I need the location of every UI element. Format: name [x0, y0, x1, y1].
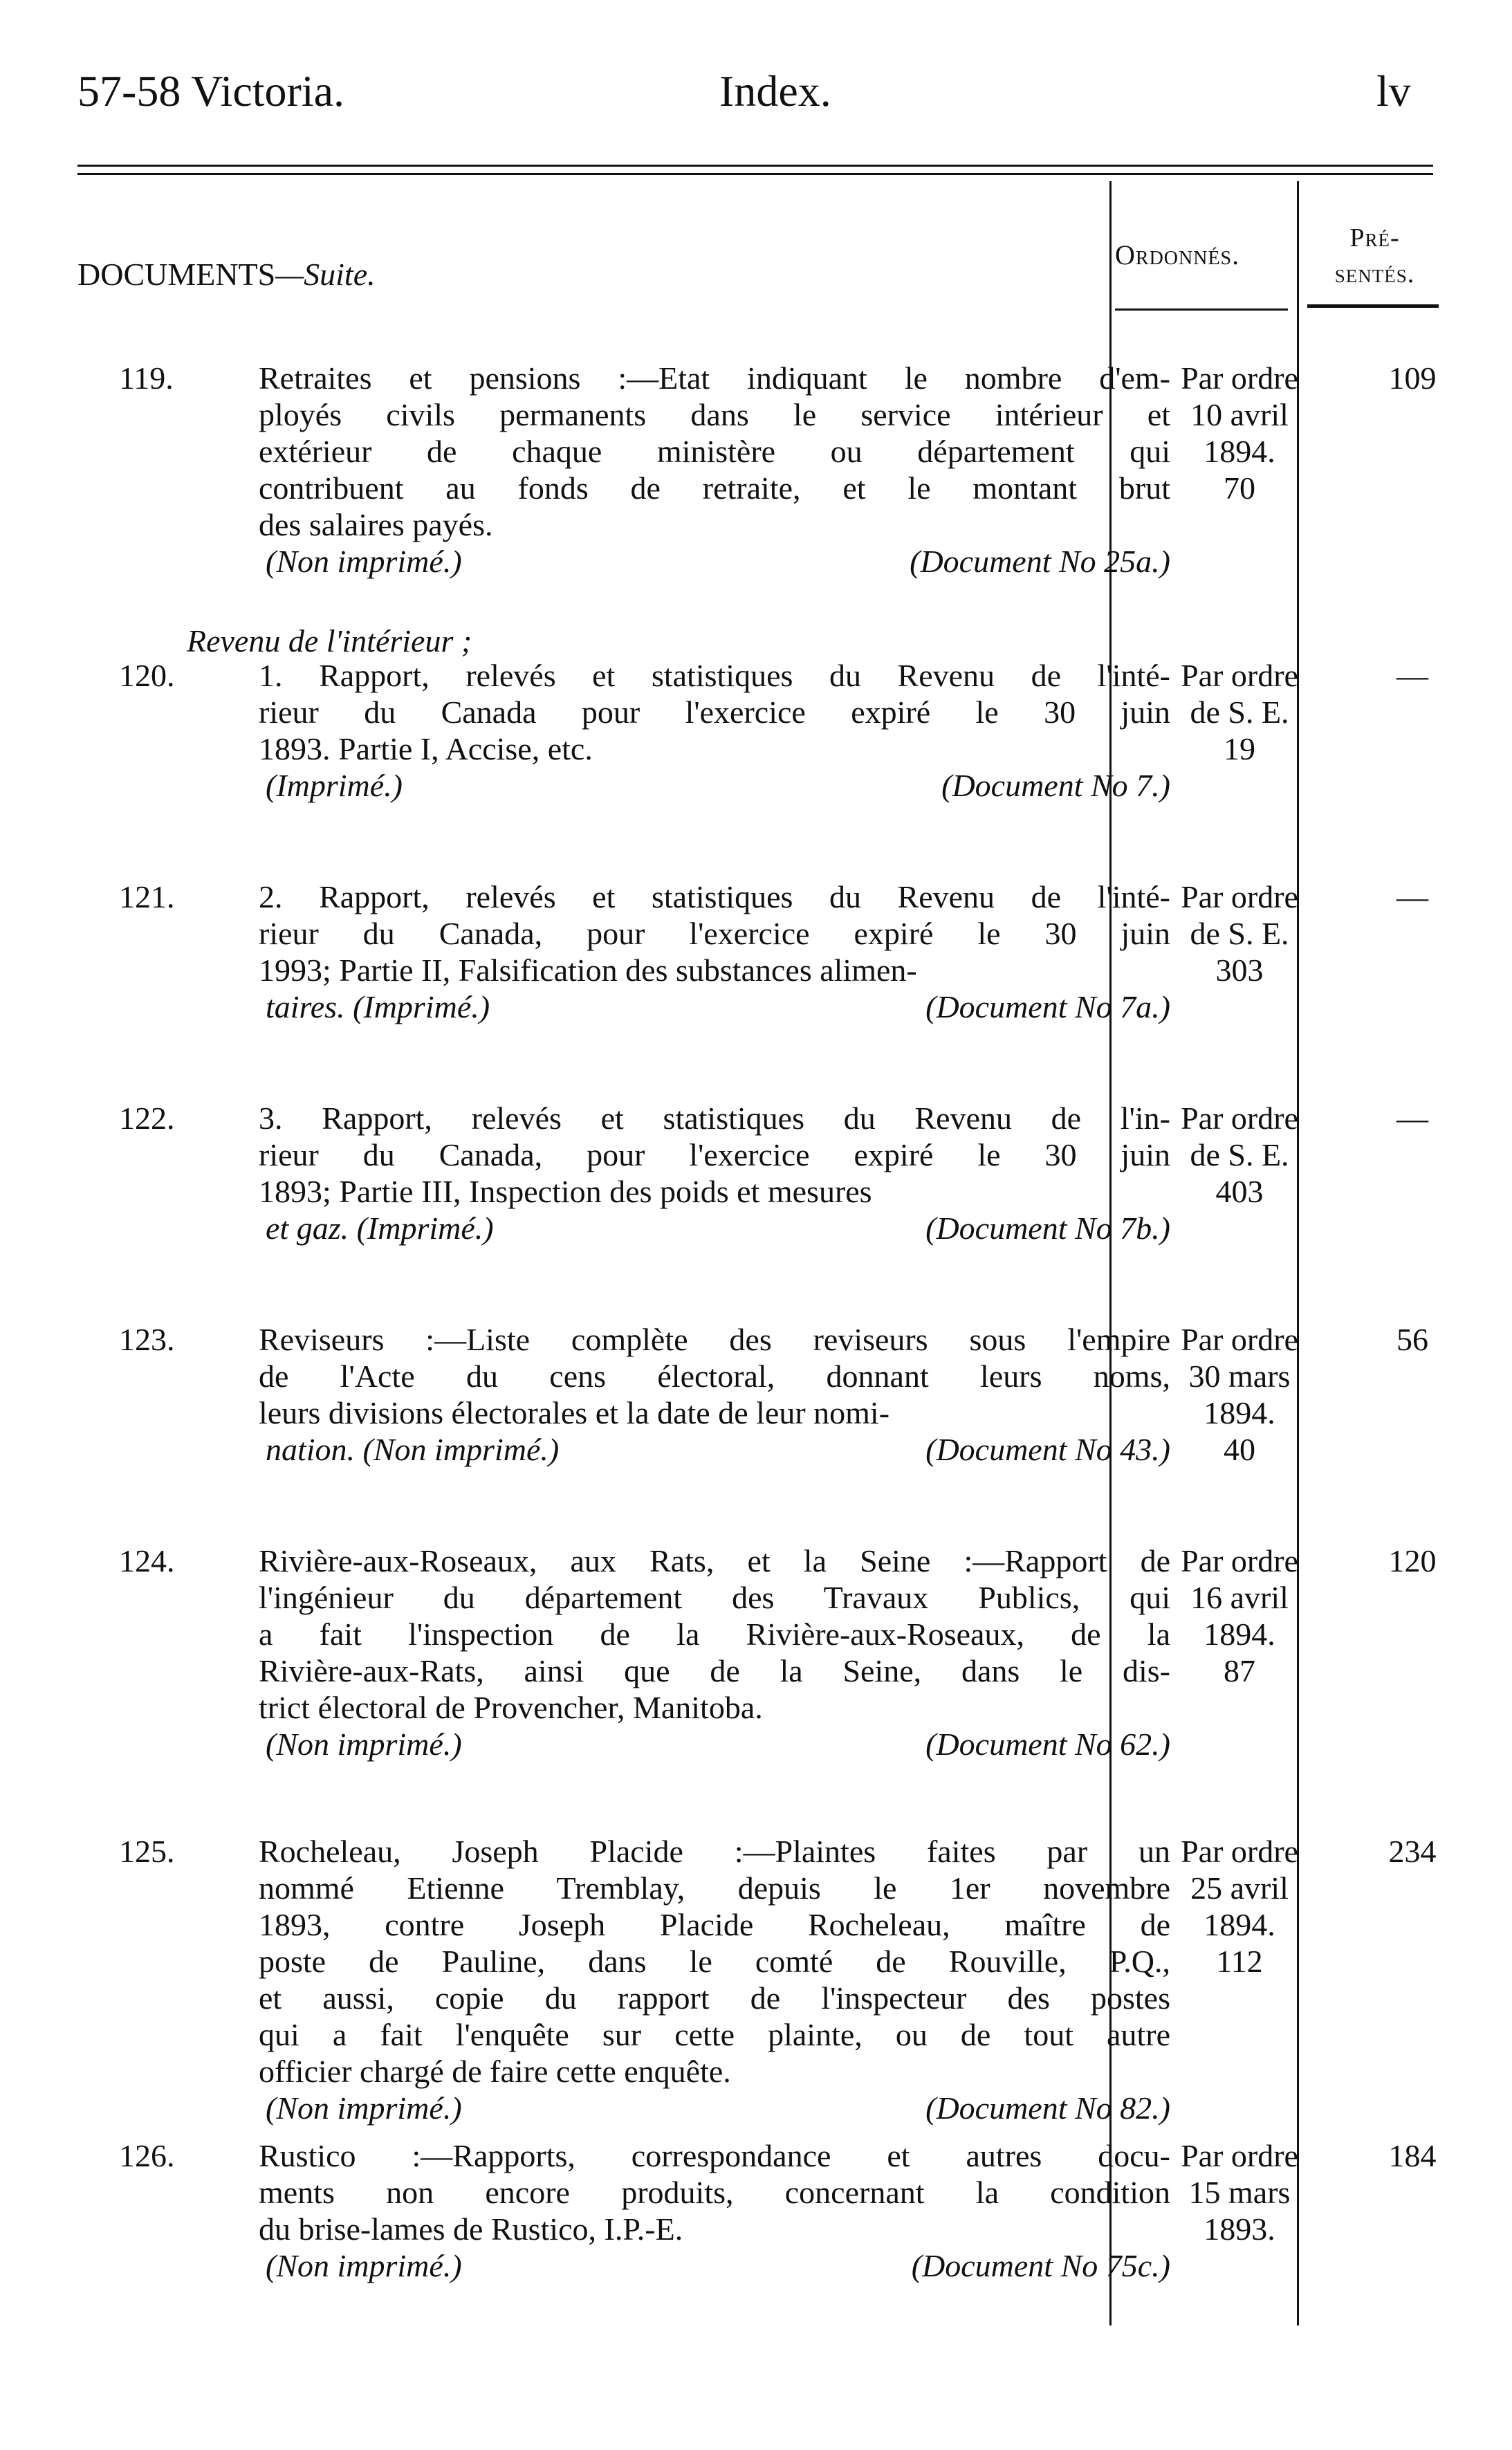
ordonnes-line: de S. E. [1190, 1137, 1289, 1172]
ordonnes-line: 112 [1216, 1944, 1263, 1979]
entry-reference [259, 2090, 1170, 2126]
presentes-heading-line2: sentés. [1334, 259, 1415, 288]
ordonnes-line: 15 mars [1188, 2175, 1291, 2210]
entry-print-status: nation. (Non imprimé.) [266, 1432, 560, 1467]
running-header-center: Index. [719, 66, 831, 116]
ordonnes-heading-rule [1115, 308, 1288, 311]
entry-description [259, 1542, 1170, 1762]
presentes-heading-rule [1307, 304, 1439, 308]
entry-number: 123. [119, 1322, 175, 1357]
entry-reference [259, 988, 1170, 1025]
entry-document-number: (Document No 7b.) [925, 1210, 1170, 1246]
entry-text-line: a fait l'inspection de la Rivière-aux-Roseaux, de la [259, 1617, 1170, 1652]
entry-text-line: du brise-lames de Rustico, I.P.-E. [259, 2211, 683, 2247]
ordonnes-line: 1894. [1204, 1907, 1275, 1942]
ordonnes-line: Par ordre [1181, 1322, 1298, 1357]
ordonnes-line: Par ordre [1181, 879, 1298, 914]
entry-document-number: (Document No 75c.) [911, 2248, 1170, 2283]
entry-text-line: des salaires payés. [259, 507, 493, 542]
entry-text-line: officier chargé de faire cette enquête. [259, 2054, 731, 2089]
entry-text-line: et aussi, copie du rapport de l'inspecteur des postes [259, 1980, 1170, 2016]
entry-number: 125. [119, 1834, 175, 1869]
ordonnes-line: Par ordre [1181, 2138, 1298, 2173]
entry-reference [259, 1726, 1170, 1762]
entry-number: 121. [119, 879, 175, 914]
ordonnes-line: 40 [1224, 1432, 1255, 1467]
documents-heading-label: DOCUMENTS [77, 257, 276, 292]
ordonnes-heading: Ordonnés. [1115, 239, 1240, 270]
entry-text-line: Rustico :—Rapports, correspondance et autres docu- [259, 2138, 1170, 2173]
entry-print-status: (Non imprimé.) [266, 2248, 462, 2283]
page-number: lv [1376, 66, 1411, 116]
entry-print-status: (Non imprimé.) [266, 1726, 462, 1762]
ordonnes-line: 303 [1215, 952, 1264, 988]
entry-document-number: (Document No 43.) [925, 1432, 1170, 1467]
entry-text-line: 1993; Partie II, Falsification des substances alimen- [259, 952, 917, 988]
entry-description [259, 1321, 1170, 1468]
entry-reference [259, 767, 1170, 804]
entry-presentes: 184 [1388, 2138, 1437, 2173]
entry-text-line: rieur du Canada pour l'exercice expiré le 30 juin [259, 694, 1170, 730]
ordonnes-line: 1894. [1204, 1617, 1275, 1652]
ordonnes-line: Par ordre [1181, 1100, 1298, 1136]
entry-description [259, 1100, 1170, 1246]
entry-presentes: — [1396, 658, 1428, 693]
entry-text-line: Rivière-aux-Roseaux, aux Rats, et la Seine :—Rapport de [259, 1543, 1170, 1578]
entry-number: 122. [119, 1100, 175, 1136]
ordonnes-line: 10 avril [1190, 397, 1289, 432]
entry-text-line: 1893; Partie III, Inspection des poids et mesures [259, 1174, 872, 1209]
entry-text-line: qui a fait l'enquête sur cette plainte, ou de tout autre [259, 2017, 1170, 2052]
entry-text-line: 1893. Partie I, Accise, etc. [259, 731, 593, 766]
entry-text-line: poste de Pauline, dans le comté de Rouville, P.Q., [259, 1944, 1170, 1979]
ordonnes-line: Par ordre [1181, 1543, 1298, 1578]
entry-description [259, 657, 1170, 804]
entry-text-line: Retraites et pensions :—Etat indiquant le nombre d'em- [259, 360, 1170, 396]
entry-text-line: 2. Rapport, relevés et statistiques du Revenu de l'inté- [259, 879, 1170, 914]
entry-text-line: de l'Acte du cens électoral, donnant leurs noms, [259, 1358, 1170, 1394]
entry-number: 119. [119, 360, 174, 396]
ordonnes-line: 1893. [1204, 2211, 1275, 2247]
entry-number: 124. [119, 1543, 175, 1578]
entry-description [259, 1833, 1170, 2126]
ordonnes-line: 70 [1224, 470, 1255, 506]
entry-number: 120. [119, 658, 175, 693]
entry-text-line: ployés civils permanents dans le service intérieur et [259, 397, 1170, 432]
ordonnes-line: 16 avril [1190, 1580, 1289, 1615]
entry-text-line: extérieur de chaque ministère ou département qui [259, 434, 1170, 469]
running-header-left: 57-58 Victoria. [77, 66, 344, 116]
entry-reference [259, 2247, 1170, 2284]
documents-heading-suffix: —Suite. [275, 257, 376, 292]
entry-text-line: 1. Rapport, relevés et statistiques du Revenu de l'inté- [259, 658, 1170, 693]
entry-description [259, 2137, 1170, 2284]
entry-text-line: contribuent au fonds de retraite, et le montant brut [259, 470, 1170, 506]
entry-reference [259, 1210, 1170, 1246]
ordonnes-line: de S. E. [1190, 916, 1289, 951]
ordonnes-line: 25 avril [1190, 1870, 1289, 1906]
ordonnes-line: 19 [1224, 731, 1255, 766]
entry-document-number: (Document No 25a.) [910, 544, 1170, 579]
presentes-heading-line1: Pré- [1349, 223, 1400, 252]
entry-presentes: 234 [1388, 1834, 1437, 1869]
section-heading: Revenu de l'intérieur ; [187, 623, 472, 658]
entry-text-line: Reviseurs :—Liste complète des reviseurs sous l'empire [259, 1322, 1170, 1357]
entry-text-line: rieur du Canada, pour l'exercice expiré le 30 juin [259, 1137, 1170, 1172]
ordonnes-line: Par ordre [1181, 360, 1298, 396]
entry-presentes: — [1396, 879, 1428, 914]
entry-text-line: trict électoral de Provencher, Manitoba. [259, 1690, 763, 1725]
entry-print-status: et gaz. (Imprimé.) [266, 1210, 494, 1246]
entry-reference [259, 543, 1170, 580]
ordonnes-line: 87 [1224, 1653, 1255, 1688]
entry-number: 126. [119, 2138, 175, 2173]
entry-document-number: (Document No 7a.) [925, 989, 1170, 1024]
entry-document-number: (Document No 82.) [925, 2090, 1170, 2126]
entry-reference [259, 1431, 1170, 1468]
entry-text-line: ments non encore produits, concernant la condition [259, 2175, 1170, 2210]
ordonnes-line: Par ordre [1181, 658, 1298, 693]
entry-presentes: 109 [1388, 360, 1437, 396]
entry-text-line: rieur du Canada, pour l'exercice expiré le 30 juin [259, 916, 1170, 951]
entry-print-status: (Imprimé.) [266, 768, 403, 803]
entry-text-line: l'ingénieur du département des Travaux Publics, qui [259, 1580, 1170, 1615]
entry-presentes: — [1396, 1100, 1428, 1136]
entry-document-number: (Document No 7.) [941, 768, 1170, 803]
entry-text-line: leurs divisions électorales et la date de leur nomi- [259, 1395, 890, 1430]
entry-text-line: Rivière-aux-Rats, ainsi que de la Seine, dans le dis- [259, 1653, 1170, 1688]
entry-description [259, 360, 1170, 580]
entry-text-line: 1893, contre Joseph Placide Rocheleau, maître de [259, 1907, 1170, 1942]
entry-description [259, 878, 1170, 1025]
presentes-heading [1314, 220, 1435, 292]
ordonnes-line: de S. E. [1190, 694, 1289, 730]
entry-presentes: 120 [1388, 1543, 1437, 1578]
entry-text-line: 3. Rapport, relevés et statistiques du Revenu de l'in- [259, 1100, 1170, 1136]
entry-text-line: Rocheleau, Joseph Placide :—Plaintes faites par un [259, 1834, 1170, 1869]
entry-text-line: nommé Etienne Tremblay, depuis le 1er novembre [259, 1870, 1170, 1906]
entry-document-number: (Document No 62.) [925, 1726, 1170, 1762]
header-rule-bottom [77, 173, 1433, 175]
ordonnes-line: 1894. [1204, 1395, 1275, 1430]
entry-print-status: (Non imprimé.) [266, 544, 462, 579]
documents-heading [77, 256, 376, 293]
header-rule-top [77, 165, 1433, 167]
entry-print-status: taires. (Imprimé.) [266, 989, 490, 1024]
ordonnes-line: 30 mars [1188, 1358, 1291, 1394]
ordonnes-line: 1894. [1204, 434, 1275, 469]
entry-print-status: (Non imprimé.) [266, 2090, 462, 2126]
entry-presentes: 56 [1396, 1322, 1428, 1357]
ordonnes-line: Par ordre [1181, 1834, 1298, 1869]
ordonnes-line: 403 [1215, 1174, 1264, 1209]
